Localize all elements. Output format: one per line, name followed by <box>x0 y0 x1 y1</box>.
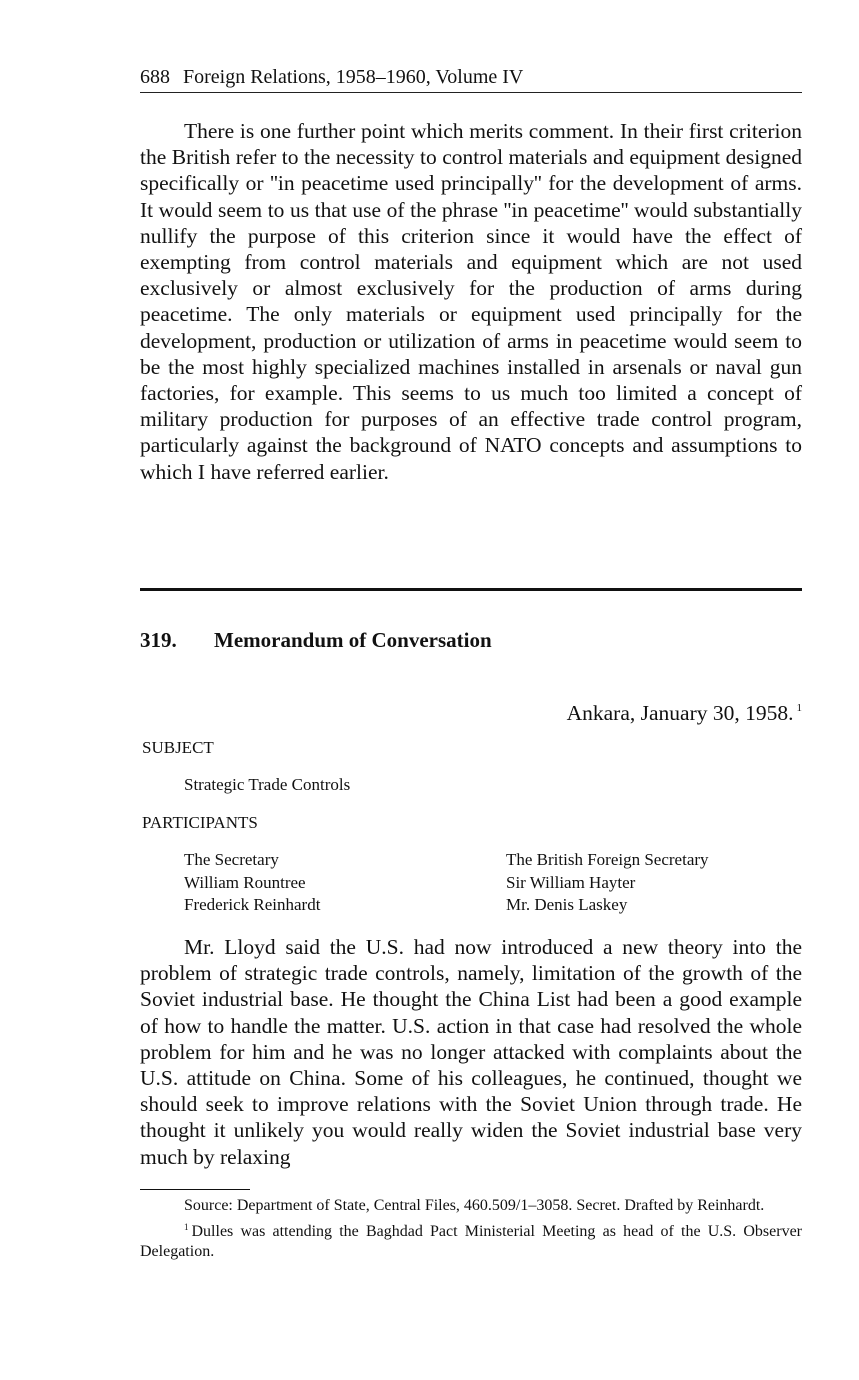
footnote-rule <box>140 1189 250 1190</box>
participant: Frederick Reinhardt <box>184 895 321 914</box>
paragraph-lloyd-remarks: Mr. Lloyd said the U.S. had now introduced a new theory into the problem of strategic trade controls, namely, limitation of the growth of the Soviet industrial base. He thought the China List had been a good example of how to handle the matter. U.S. action in that case had resolved the whole problem for him and he was no longer attacked with complaints about the U.S. attitude on China. Some of his colleagues, he continued, thought we should seek to improve relations with the Soviet Union through trade. He thought it unlikely you would really widen the Soviet industrial base very much by relaxing <box>140 935 802 1169</box>
volume-title: Foreign Relations, 1958–1960, Volume IV <box>183 66 524 88</box>
section-divider <box>140 588 802 591</box>
paragraph-trade-criterion: There is one further point which merits comment. In their first criterion the British refer to the necessity to control materials and equipment designed specifically or ''in peacetime used principally'' for the development of arms. It would seem to us that use of the phrase ''in peacetime'' would substantially nullify the purpose of this criterion since it would have the effect of exempting from control materials and equipment which are not used exclusively or almost exclusively for the production of arms during peacetime. The only materials or equipment used principally for the development, production or utilization of arms in peacetime would seem to be the most highly specialized machines installed in arsenals or naval gun factories, for example. This seems to us much too limited a concept of military production for purposes of an effective trade control program, particularly against the background of NATO concepts and assumptions to which I have referred earlier. <box>140 119 802 484</box>
footnote-1 <box>140 1217 802 1263</box>
document-number: 319. <box>140 628 177 652</box>
source-note: Source: Department of State, Central Files, 460.509/1–3058. Secret. Drafted by Reinhardt. <box>184 1197 765 1214</box>
running-head <box>140 64 802 93</box>
subject-label: SUBJECT <box>142 738 214 757</box>
footnotes <box>140 1196 802 1263</box>
dateline <box>567 694 802 727</box>
participants-uk <box>506 849 709 917</box>
footnote-1-marker: 1 <box>184 1221 189 1232</box>
footnote-1-text: Dulles was attending the Baghdad Pact Ministerial Meeting as head of the U.S. Observer Delegation. <box>140 1222 802 1260</box>
participant: Sir William Hayter <box>506 872 636 892</box>
participant: William Rountree <box>184 872 306 892</box>
document-title: Memorandum of Conversation <box>214 628 492 652</box>
participant: The British Foreign Secretary <box>506 850 709 869</box>
dateline-text: Ankara, January 30, 1958. <box>566 701 794 725</box>
subject-value: Strategic Trade Controls <box>184 775 351 794</box>
participant: The Secretary <box>184 850 279 869</box>
participant: Mr. Denis Laskey <box>506 895 628 914</box>
document-heading <box>140 626 802 654</box>
participants-us <box>184 849 320 917</box>
participants-label: PARTICIPANTS <box>142 813 258 832</box>
page-number: 688 <box>140 66 170 88</box>
dateline-footnote-marker: 1 <box>796 702 802 714</box>
